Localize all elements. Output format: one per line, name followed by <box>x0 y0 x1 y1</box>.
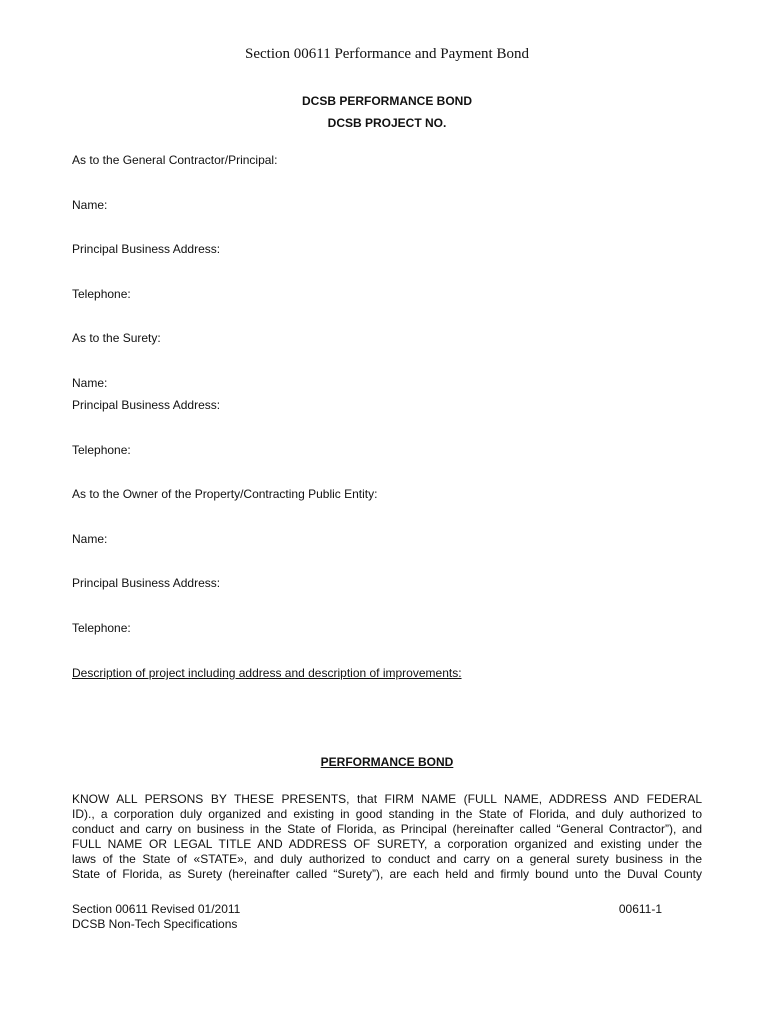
project-number-line: DCSB PROJECT NO. <box>327 116 447 130</box>
contractor-section-label: As to the General Contractor/Principal: <box>72 153 278 167</box>
contractor-telephone-label: Telephone: <box>72 287 131 301</box>
owner-telephone-label: Telephone: <box>72 621 131 635</box>
contractor-address-label: Principal Business Address: <box>72 242 221 256</box>
bond-paragraph-line: ID)., a corporation duly organized and existing in good standing in the State of Florida, and duly authorized to <box>72 807 702 821</box>
document-title: DCSB PERFORMANCE BOND <box>301 94 472 108</box>
bond-paragraph-line: FULL NAME OR LEGAL TITLE AND ADDRESS OF SURETY, a corporation organized and existing under the <box>72 837 702 851</box>
owner-section-label: As to the Owner of the Property/Contracting Public Entity: <box>72 487 378 501</box>
section-header: Section 00611 Performance and Payment Bond <box>245 46 529 62</box>
performance-bond-heading: PERFORMANCE BOND <box>320 755 454 769</box>
footer-left <box>72 902 240 932</box>
bond-paragraph-line: laws of the State of «STATE», and duly authorized to conduct and carry on a general surety business in the <box>72 852 702 866</box>
surety-section-label: As to the Surety: <box>72 331 161 345</box>
footer-spec-name: DCSB Non-Tech Specifications <box>72 917 238 931</box>
project-description-label: Description of project including address and description of improvements: <box>72 666 462 680</box>
footer-revision: Section 00611 Revised 01/2011 <box>72 902 241 916</box>
bond-paragraph <box>72 792 702 882</box>
owner-address-label: Principal Business Address: <box>72 576 221 590</box>
bond-paragraph-line: conduct and carry on business in the State of Florida, as Principal (hereinafter called “General Contractor”), and <box>72 822 702 836</box>
owner-name-label: Name: <box>72 532 108 546</box>
page-number: 00611-1 <box>618 902 662 916</box>
surety-telephone-label: Telephone: <box>72 443 131 457</box>
contractor-name-label: Name: <box>72 198 108 212</box>
bond-paragraph-line: KNOW ALL PERSONS BY THESE PRESENTS, that FIRM NAME (FULL NAME, ADDRESS AND FEDERAL <box>72 792 702 806</box>
bond-paragraph-line: State of Florida, as Surety (hereinafter called “Surety”), are each held and firmly bound unto the Duval County <box>72 867 702 881</box>
surety-address-label: Principal Business Address: <box>72 398 221 412</box>
surety-name-label: Name: <box>72 376 108 390</box>
